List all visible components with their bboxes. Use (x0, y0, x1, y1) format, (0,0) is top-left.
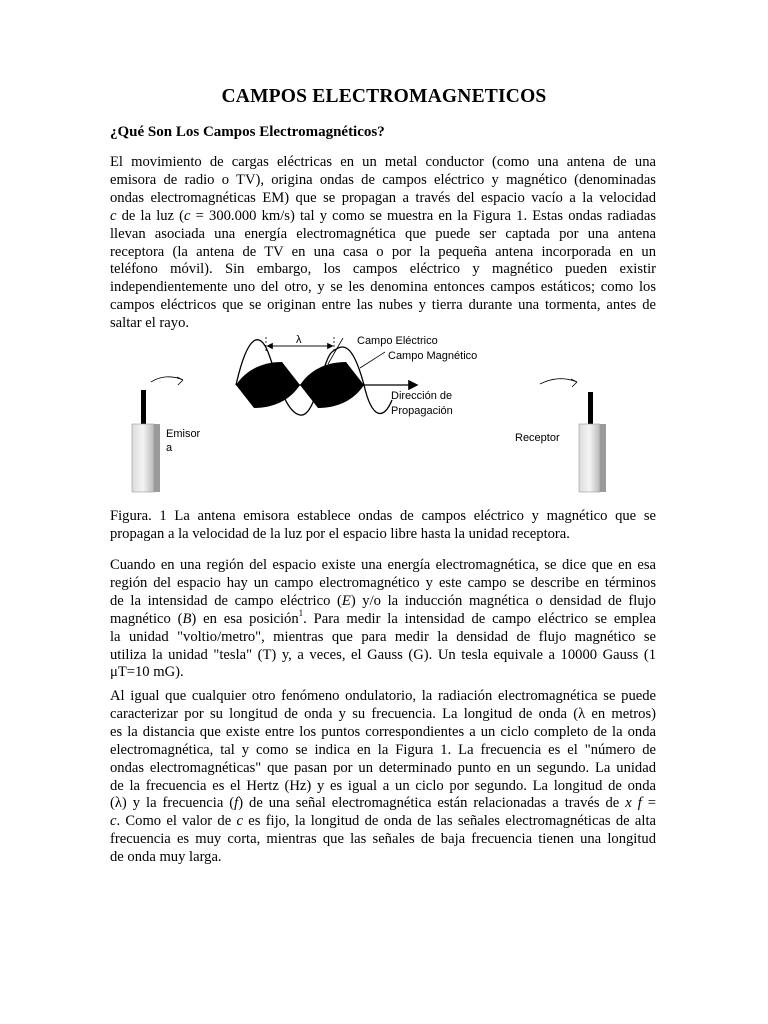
direccion-label: Dirección de (391, 390, 453, 402)
text-run: ) de una señal electromagnética están relacionadas a través de (238, 795, 626, 812)
text-line: Al igual que cualquier otro fenómeno ondulatorio, la radiación electromagnética se puede (110, 688, 656, 704)
text-line (110, 813, 656, 831)
page-title: CAMPOS ELECTROMAGNETICOS (221, 86, 547, 107)
text-line: μT=10 mG). (110, 664, 184, 681)
receiver-antenna (515, 379, 606, 492)
text-run: ) en esa posición (191, 610, 299, 627)
text-run: de la intensidad de campo eléctrico ( (110, 592, 342, 609)
text-line: caracterizar por su longitud de onda y su frecuencia. La longitud de onda (λ en metros) (110, 705, 656, 722)
text-line: región del espacio hay un campo electromagnético y este campo se describe en términos (110, 574, 656, 591)
text-run: (λ) y la frecuencia ( (110, 795, 235, 812)
text-line: propagan a la velocidad de la luz por el espacio libre hasta la unidad receptora. (110, 525, 570, 542)
campo-magnetico-label: Campo Magnético (388, 350, 478, 362)
italic-b: B (182, 610, 192, 627)
text-run: = (641, 795, 656, 812)
italic-c: c (110, 813, 117, 830)
text-line: emisora de radio o TV), origina ondas de campos eléctrico y magnético (denominadas (110, 171, 656, 188)
text-line: receptora (la antena de TV en una casa o por la pequeña antena incorporada en un (110, 243, 656, 260)
text-line: de la frecuencia es el Hertz (Hz) y es igual a un ciclo por segundo. La longitud de onda (110, 777, 656, 794)
italic-c: c (110, 207, 117, 224)
text-line (110, 593, 656, 611)
text-run: ) y/o la inducción magnética o densidad de flujo (350, 592, 656, 609)
propagacion-label: Propagación (391, 405, 453, 417)
text-line: llevan asociada una energía electromagnética que puede ser captada por una antena (110, 225, 656, 242)
text-line: Figura. 1 La antena emisora establece ondas de campos eléctrico y magnético que se (110, 508, 656, 524)
text-line: la unidad "voltio/metro", mientras que para medir la densidad de flujo magnético se (110, 628, 656, 645)
italic-c: c (236, 813, 243, 830)
figure-caption (110, 508, 656, 544)
wavelength-marker (266, 334, 334, 352)
text-run: es fijo, la longitud de onda de las señales electromagnéticas de alta (242, 813, 657, 830)
section-heading: ¿Qué Son Los Campos Electromagnéticos? (110, 124, 385, 140)
paragraph-field-units (110, 557, 656, 682)
pointer-line (360, 352, 385, 368)
lambda-label: λ (296, 334, 302, 346)
text-line: de onda muy larga. (110, 849, 222, 866)
text-run: . Como el valor de (116, 813, 237, 830)
text-line: El movimiento de cargas eléctricas en un metal conductor (como una antena de una (110, 154, 656, 170)
text-line: campos eléctricos que se originan entre las nubes y tierra durante una tormenta, antes de (110, 297, 656, 314)
text-line (110, 795, 656, 813)
pointer-line (328, 338, 343, 364)
italic-e: E (341, 592, 351, 609)
text-run: magnético ( (110, 610, 183, 627)
text-line: utiliza la unidad "tesla" (T) y, a veces, el Gauss (G). Un tesla equivale a 10000 Gauss (1 (110, 646, 656, 663)
text-line: electromagnética, tal y como se indica en la Figura 1. La frecuencia es el "número de (110, 741, 656, 758)
italic-xf: x f (625, 795, 642, 812)
text-line: teléfono móvil). Sin embargo, los campos eléctrico y magnético pueden existir (110, 261, 656, 278)
text-line: Cuando en una región del espacio existe una energía electromagnética, se dice que en esa (110, 557, 656, 573)
campo-electrico-label: Campo Eléctrico (357, 335, 438, 347)
text-run: de la luz ( (116, 207, 185, 224)
emisora-label-cont: a (166, 442, 173, 454)
text-line: saltar el rayo. (110, 315, 190, 332)
text-line: independientemente uno del otro, y se les denomina entonces campos estáticos; como los (110, 279, 656, 296)
text-line: ondas electromagnéticas EM) que se propagan a través del espacio vacío a la velocidad (110, 189, 656, 206)
text-run: . Para medir la intensidad de campo eléctrico se emplea (303, 610, 656, 627)
text-line: frecuencia es muy corta, mientras que las señales de baja frecuencia tienen una longitud (110, 831, 656, 848)
receptor-label: Receptor (515, 432, 560, 444)
emisora-label: Emisor (166, 428, 201, 440)
emitter-antenna (132, 377, 201, 492)
text-line: ondas electromagnéticas" que pasan por un determinado punto en un segundo. La unidad (110, 759, 656, 776)
italic-c: c (184, 207, 191, 224)
text-line: es la distancia que existe entre los puntos correspondientes a un ciclo completo de la onda (110, 723, 656, 740)
italic-f: f (234, 795, 239, 812)
footnote-ref: 1 (298, 607, 304, 618)
text-run: = 300.000 km/s) tal y como se muestra en la Figura 1. Estas ondas radiadas (190, 207, 656, 224)
text-line (110, 607, 656, 629)
paragraph-wavelength (110, 688, 656, 867)
